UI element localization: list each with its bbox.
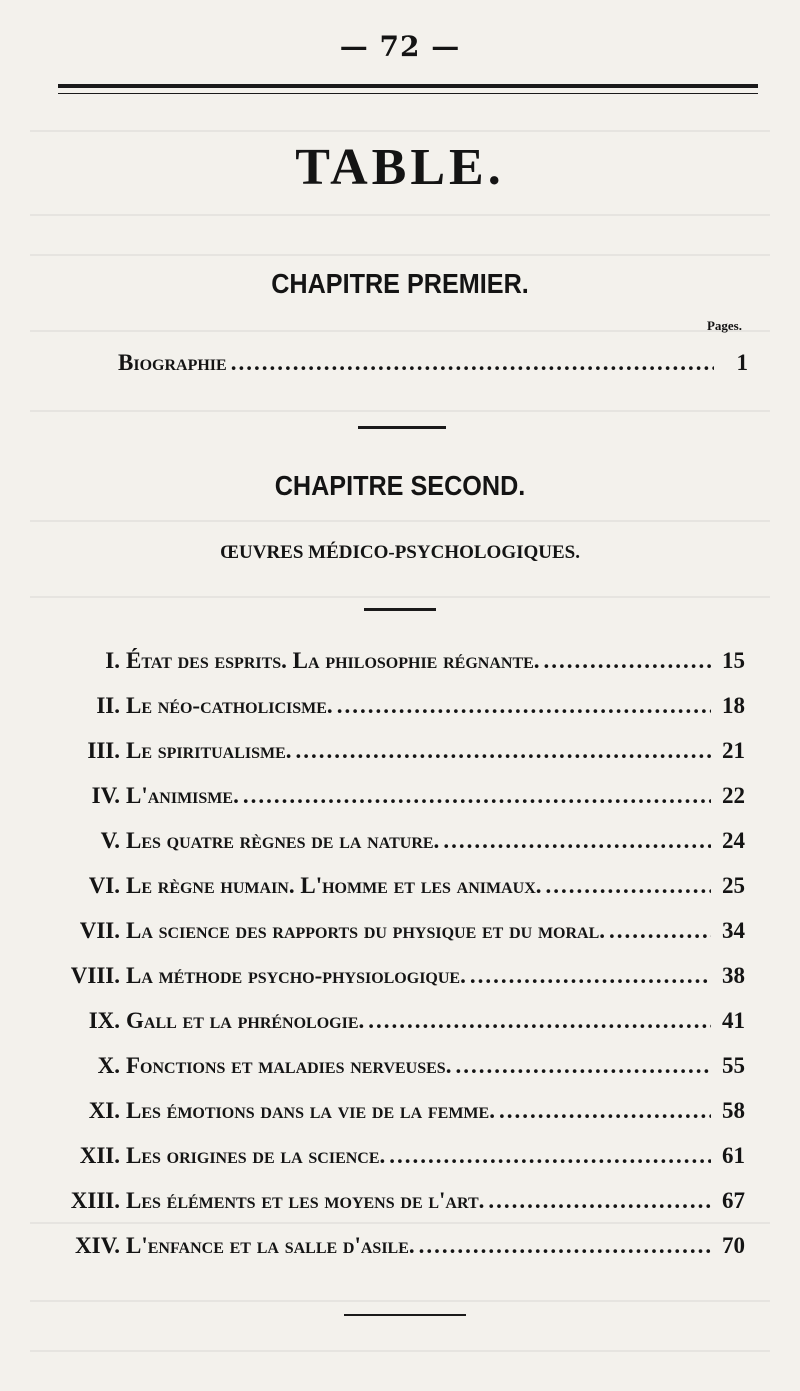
toc-entry-number: V. [100,828,120,853]
toc-entry[interactable] [50,963,745,997]
toc-entry-page: 61 [722,1143,745,1168]
toc-entry-page: 15 [722,648,745,673]
bleed-through-line [30,596,770,598]
pages-column-label: Pages. [706,318,742,333]
toc-entry-title: Fonctions et maladies nerveuses. [126,1053,452,1078]
toc-entry-title: Le règne humain. L'homme et les animaux. [126,873,542,898]
section-divider [358,426,446,429]
toc-entry-number: VII. [79,918,120,943]
toc-entry[interactable] [118,350,748,384]
bleed-through-line [30,130,770,132]
toc-entry-number: VIII. [70,963,120,988]
header-rule-thin [58,93,758,94]
toc-entry-number: XIII. [70,1188,120,1213]
toc-leader-dots [544,648,711,674]
section-divider [364,608,436,611]
toc-entry-page: 1 [736,350,748,375]
toc-leader-dots [443,828,711,854]
toc-entry-title: État des esprits. La philosophie régnante. [126,648,540,673]
toc-leader-dots [499,1098,711,1124]
toc-entry-page: 38 [722,963,745,988]
toc-entry-page: 34 [722,918,745,943]
toc-entry-number: I. [105,648,120,673]
toc-entry[interactable] [50,1098,745,1132]
toc-leader-dots [296,738,711,764]
toc-entry-page: 41 [722,1008,745,1033]
toc-entry-number: X. [97,1053,120,1078]
bleed-through-line [30,330,770,332]
toc-leader-dots [231,350,714,376]
toc-entry-title: L'animisme. [126,783,239,808]
toc-entry-page: 70 [722,1233,745,1258]
toc-entry[interactable] [50,828,745,862]
toc-entry-title: Les origines de la science. [126,1143,386,1168]
toc-entry-title: Le néo-catholicisme. [126,693,333,718]
toc-entry-page: 22 [722,783,745,808]
toc-leader-dots [389,1143,711,1169]
toc-entry-title: Biographie [118,350,227,375]
toc-entry-title: Le spiritualisme. [126,738,292,763]
bleed-through-line [30,1300,770,1302]
toc-entry[interactable] [50,648,745,682]
toc-leader-dots [419,1233,711,1259]
toc-entry-page: 25 [722,873,745,898]
toc-entry-title: Les émotions dans la vie de la femme. [126,1098,495,1123]
page-title: TABLE. [295,139,505,196]
toc-entry[interactable] [50,1008,745,1042]
toc-entry-page: 18 [722,693,745,718]
toc-entry-title: Gall et la phrénologie. [126,1008,365,1033]
toc-entry[interactable] [50,783,745,817]
toc-entry-title: Les éléments et les moyens de l'art. [126,1188,485,1213]
toc-entry-page: 21 [722,738,745,763]
toc-entry[interactable] [50,1053,745,1087]
toc-entry-number: XI. [88,1098,120,1123]
toc-entry[interactable] [50,738,745,772]
toc-entry-page: 58 [722,1098,745,1123]
toc-entry-number: XII. [79,1143,120,1168]
bleed-through-line [30,410,770,412]
bleed-through-line [30,1222,770,1224]
toc-entry[interactable] [50,1143,745,1177]
toc-entry-number: II. [96,693,120,718]
toc-entry-number: III. [87,738,120,763]
toc-entry-number: XIV. [75,1233,120,1258]
bleed-through-line [30,214,770,216]
end-divider [344,1314,466,1316]
toc-entry-title: La science des rapports du physique et du moral. [126,918,606,943]
toc-entry[interactable] [50,693,745,727]
toc-entry-number: IX. [88,1008,120,1033]
bleed-through-line [30,520,770,522]
toc-leader-dots [368,1008,711,1034]
toc-leader-dots [455,1053,711,1079]
toc-entry-number: VI. [88,873,120,898]
toc-entry-number: IV. [91,783,120,808]
chapter-heading: CHAPITRE SECOND. [274,470,526,501]
toc-leader-dots [470,963,711,989]
toc-leader-dots [546,873,711,899]
toc-entry-page: 67 [722,1188,745,1213]
toc-leader-dots [488,1188,711,1214]
toc-leader-dots [337,693,711,719]
toc-entry-page: 24 [722,828,745,853]
bleed-through-line [30,1350,770,1352]
toc-entry[interactable] [50,918,745,952]
toc-entry-title: Les quatre règnes de la nature. [126,828,440,853]
toc-entry[interactable] [50,1188,745,1222]
toc-entry[interactable] [50,1233,745,1267]
toc-entry[interactable] [50,873,745,907]
toc-leader-dots [609,918,711,944]
page-number: — 72 — [339,30,461,63]
bleed-through-line [30,254,770,256]
chapter-heading: CHAPITRE PREMIER. [271,268,529,299]
chapter-subheading: ŒUVRES MÉDICO-PSYCHOLOGIQUES. [220,542,580,563]
toc-entry-page: 55 [722,1053,745,1078]
toc-entry-title: L'enfance et la salle d'asile. [126,1233,415,1258]
header-rule [58,84,758,88]
toc-entry-title: La méthode psycho-physiologique. [126,963,466,988]
toc-leader-dots [243,783,711,809]
